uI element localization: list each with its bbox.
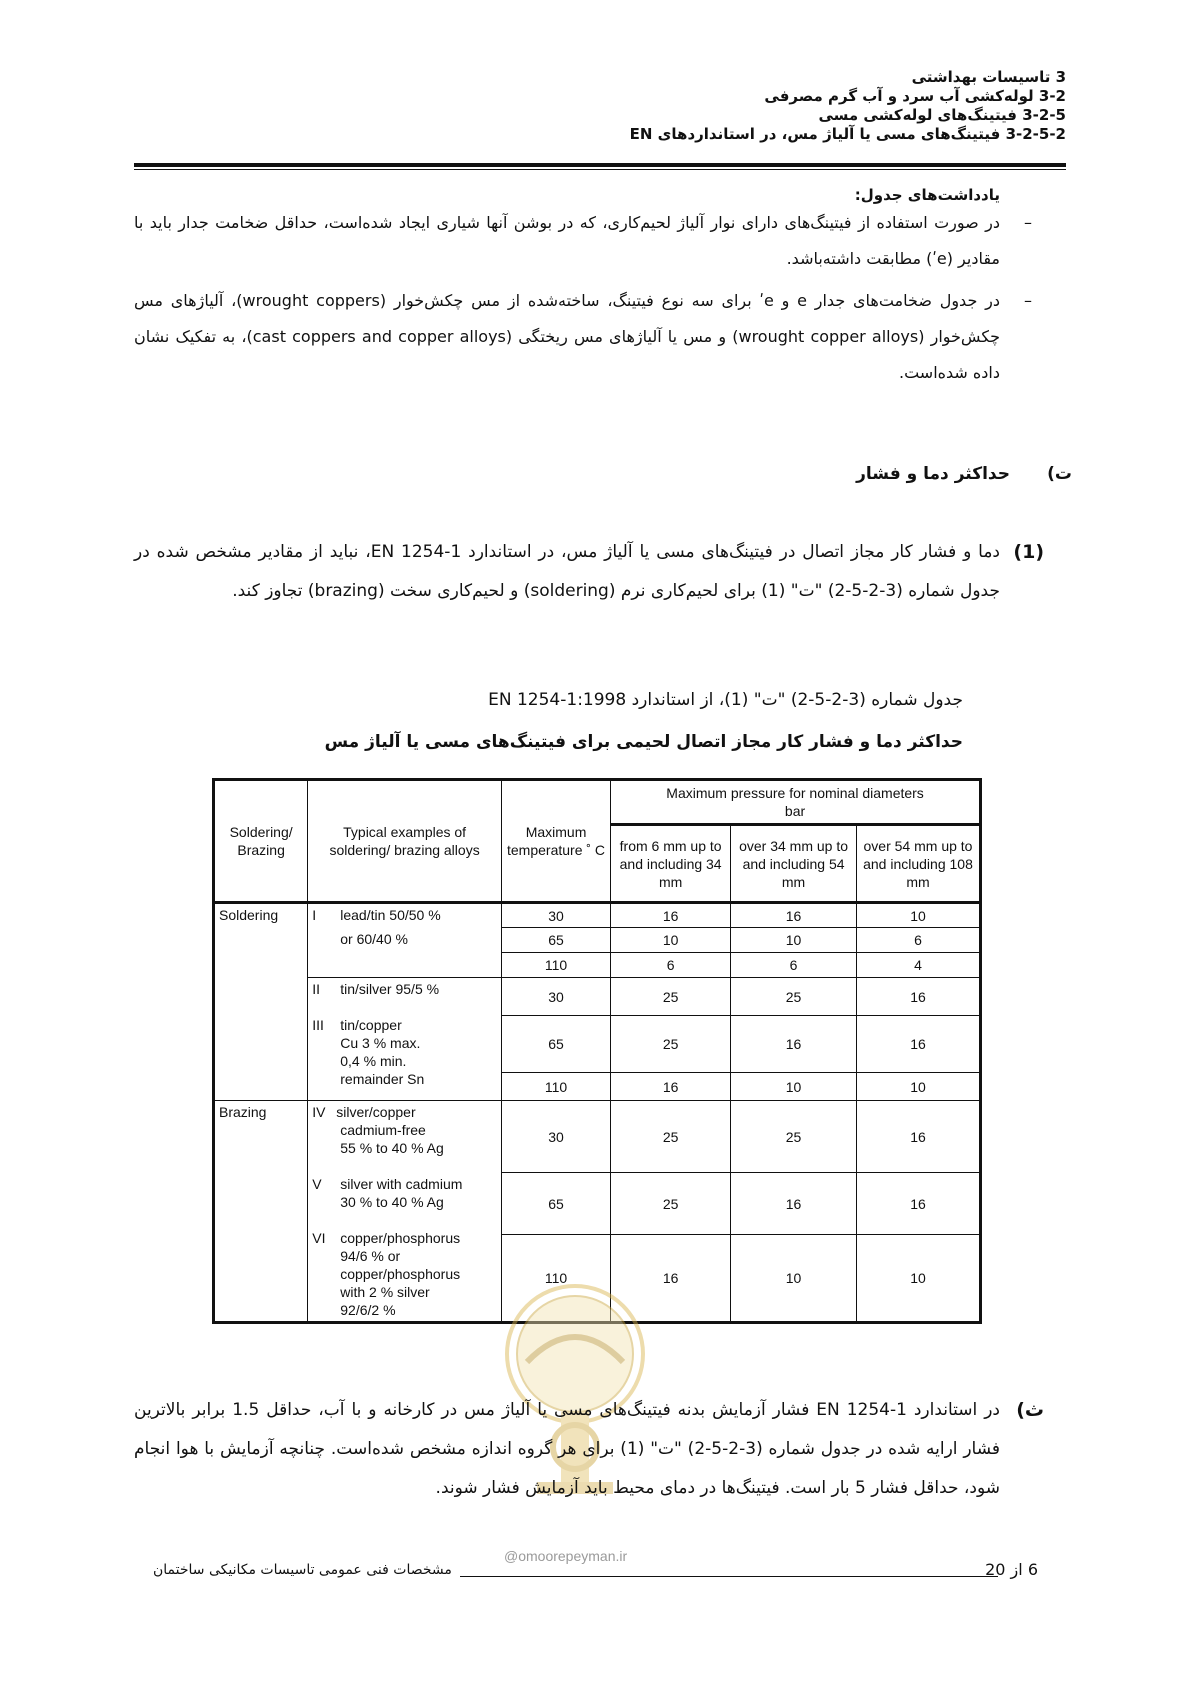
cell-pressure: 16: [611, 903, 731, 928]
alloy-line: 30 % to 40 % Ag: [340, 1194, 444, 1210]
note-item: [134, 205, 1032, 277]
paragraph-marker: ث): [1016, 1399, 1044, 1421]
header-max-temperature: Maximum temperature ˚ C: [501, 780, 610, 903]
alloy-line: copper/phosphorus: [340, 1230, 461, 1246]
cell-pressure: 16: [856, 978, 980, 1016]
header-line-chapter: 3 تاسیسات بهداشتی: [911, 68, 1066, 86]
footer-rule: [460, 1576, 998, 1577]
cell-pressure: 4: [856, 953, 980, 978]
header-diameter-col3: over 54 mm up to and including 108 mm: [856, 825, 980, 903]
cell-pressure: 16: [856, 1016, 980, 1073]
alloy-line: copper/phosphorus: [340, 1266, 461, 1282]
note-bullet: –: [1024, 291, 1032, 310]
paragraph-1: [134, 533, 1044, 611]
header-line-section: 3-2 لوله‌کشی آب سرد و آب گرم مصرفی: [764, 87, 1066, 105]
cell-pressure: 25: [611, 1016, 731, 1073]
alloy-line: lead/tin 50/50 %: [340, 907, 441, 923]
alloy-line: 94/6 % or: [340, 1248, 401, 1264]
header-line-topic: 3-2-5-2 فیتینگ‌های مسی یا آلیاژ مس، در استانداردهای EN: [629, 125, 1066, 143]
paragraph-marker: (1): [1013, 541, 1044, 563]
paragraph-text: در استاندارد EN 1254-1 فشار آزمایش بدنه فیتینگ‌های مسی یا آلیاژ مس در کارخانه و با آب، حداقل 1.5 برابر بالاترین فشار ارایه شده در جدول شماره (3-2-5-2) "ت" (1) برای هر گروه اندازه مشخص شده‌است. چنانچه آزمایش با هوا انجام شود، حداقل فشار 5 بار است. فیتینگ‌ها در دمای محیط باید آزمایش فشار شوند.: [134, 1400, 1001, 1498]
table-row: [214, 978, 981, 1016]
header-pressure-unit: bar: [784, 803, 806, 819]
paragraph-text: دما و فشار کار مجاز اتصال در فیتینگ‌های مسی یا آلیاژ مس، در استاندارد EN 1254-1، نباید از مقادیر مشخص شده در جدول شماره (3-2-5-2) "ت" (1) برای لحیم‌کاری نرم (soldering) و لحیم‌کاری سخت (brazing) تجاوز کند.: [134, 542, 1000, 601]
note-bullet: –: [1024, 213, 1032, 232]
cell-pressure: 10: [856, 1235, 980, 1323]
cell-pressure: 16: [731, 903, 857, 928]
paragraph-th: [134, 1391, 1044, 1508]
header-method: Soldering/ Brazing: [214, 780, 308, 903]
alloy-line: tin/copper: [340, 1017, 402, 1033]
cell-temperature: 110: [501, 953, 610, 978]
alloy-line: 0,4 % min.: [340, 1053, 407, 1069]
cell-pressure: 16: [731, 1016, 857, 1073]
header-diameter-col2: over 34 mm up to and including 54 mm: [731, 825, 857, 903]
cell-temperature: 30: [501, 978, 610, 1016]
alloy-line: 92/6/2 %: [340, 1302, 396, 1318]
cell-temperature: 30: [501, 1101, 610, 1173]
cell-pressure: 10: [856, 903, 980, 928]
alloy-line: with 2 % silver: [340, 1284, 430, 1300]
section-marker: ت): [1047, 464, 1072, 484]
header-diameter-col1: from 6 mm up to and including 34 mm: [611, 825, 731, 903]
cell-temperature: 65: [501, 1173, 610, 1235]
header-rule-thick: [134, 163, 1066, 167]
table-number-caption: جدول شماره (3-2-5-2) "ت" (1)، از استاندارد EN 1254-1:1998: [488, 690, 963, 710]
header-line-subsection: 3-2-5 فیتینگ‌های لوله‌کشی مسی: [818, 106, 1066, 124]
header-pressure-label: Maximum pressure for nominal diameters: [666, 785, 924, 801]
alloy-number: III: [312, 1017, 324, 1033]
cell-temperature: 65: [501, 928, 610, 953]
cell-pressure: 6: [611, 953, 731, 978]
cell-pressure: 16: [856, 1101, 980, 1173]
cell-pressure: 16: [731, 1173, 857, 1235]
watermark-url: @omoorepeyman.ir: [504, 1548, 628, 1564]
alloy-line: or 60/40 %: [340, 931, 408, 947]
cell-temperature: 65: [501, 1016, 610, 1073]
footer-title: مشخصات فنی عمومی تاسیسات مکانیکی ساختمان: [153, 1562, 452, 1578]
cell-pressure: 10: [731, 1073, 857, 1101]
header-max-pressure: [611, 780, 981, 825]
cell-pressure: 6: [731, 953, 857, 978]
alloy-number: II: [312, 981, 321, 997]
alloy-line: Cu 3 % max.: [340, 1035, 421, 1051]
method-brazing: Brazing: [214, 1101, 308, 1323]
footer-page-number: 6 از 20: [985, 1560, 1038, 1579]
cell-pressure: 25: [611, 1173, 731, 1235]
alloy-number: I: [312, 907, 317, 923]
alloy-number: IV: [312, 1104, 326, 1120]
cell-pressure: 16: [611, 1073, 731, 1101]
running-header: [166, 68, 1066, 144]
section-title: حداکثر دما و فشار: [856, 464, 1010, 484]
table-row: [214, 1101, 981, 1173]
cell-temperature: 110: [501, 1235, 610, 1323]
alloy-line: cadmium-free: [340, 1122, 426, 1138]
method-soldering: Soldering: [214, 903, 308, 1101]
cell-pressure: 10: [731, 928, 857, 953]
alloy-II-III: [308, 978, 502, 1101]
cell-pressure: 10: [731, 1235, 857, 1323]
pressure-temperature-table: [212, 778, 982, 1324]
note-text: در جدول ضخامت‌های جدار e و eʹ برای سه نوع فیتینگ، ساخته‌شده از مس چکش‌خوار (wrought coppers)، آلیاژهای مس چکش‌خوار (wrought copper alloys) و مس یا آلیاژهای مس ریختگی (cast coppers and copper alloys)، به تفکیک نشان داده شده‌است.: [134, 291, 1001, 382]
header-rule-thin: [134, 169, 1066, 170]
alloy-I: [308, 903, 502, 978]
alloy-IV-V-VI: [308, 1101, 502, 1323]
alloy-line: remainder Sn: [340, 1071, 425, 1087]
notes-title: یادداشت‌های جدول:: [854, 186, 1000, 204]
alloy-number: V: [312, 1176, 322, 1192]
alloy-line: silver with cadmium: [340, 1176, 463, 1192]
cell-pressure: 6: [856, 928, 980, 953]
table-title-caption: حداکثر دما و فشار کار مجاز اتصال لحیمی برای فیتینگ‌های مسی یا آلیاژ مس: [324, 732, 963, 752]
cell-pressure: 10: [856, 1073, 980, 1101]
cell-pressure: 25: [731, 1101, 857, 1173]
cell-pressure: 25: [611, 978, 731, 1016]
alloy-line: silver/copper: [336, 1104, 416, 1120]
table-row: [214, 903, 981, 928]
section-heading: [856, 464, 1072, 484]
cell-pressure: 10: [611, 928, 731, 953]
header-alloys: Typical examples of soldering/ brazing alloys: [308, 780, 502, 903]
cell-temperature: 110: [501, 1073, 610, 1101]
alloy-line: tin/silver 95/5 %: [340, 981, 440, 997]
note-item: [134, 283, 1032, 391]
note-text: در صورت استفاده از فیتینگ‌های دارای نوار آلیاژ لحیم‌کاری، که در بوشن آنها شیاری ایجاد شده‌است، حداقل ضخامت جدار باید با مقادیر (eʹ) مطابقت داشته‌باشد.: [134, 213, 1000, 268]
cell-pressure: 16: [611, 1235, 731, 1323]
cell-pressure: 16: [856, 1173, 980, 1235]
alloy-number: VI: [312, 1230, 326, 1246]
cell-pressure: 25: [731, 978, 857, 1016]
cell-pressure: 25: [611, 1101, 731, 1173]
alloy-line: 55 % to 40 % Ag: [340, 1140, 444, 1156]
cell-temperature: 30: [501, 903, 610, 928]
